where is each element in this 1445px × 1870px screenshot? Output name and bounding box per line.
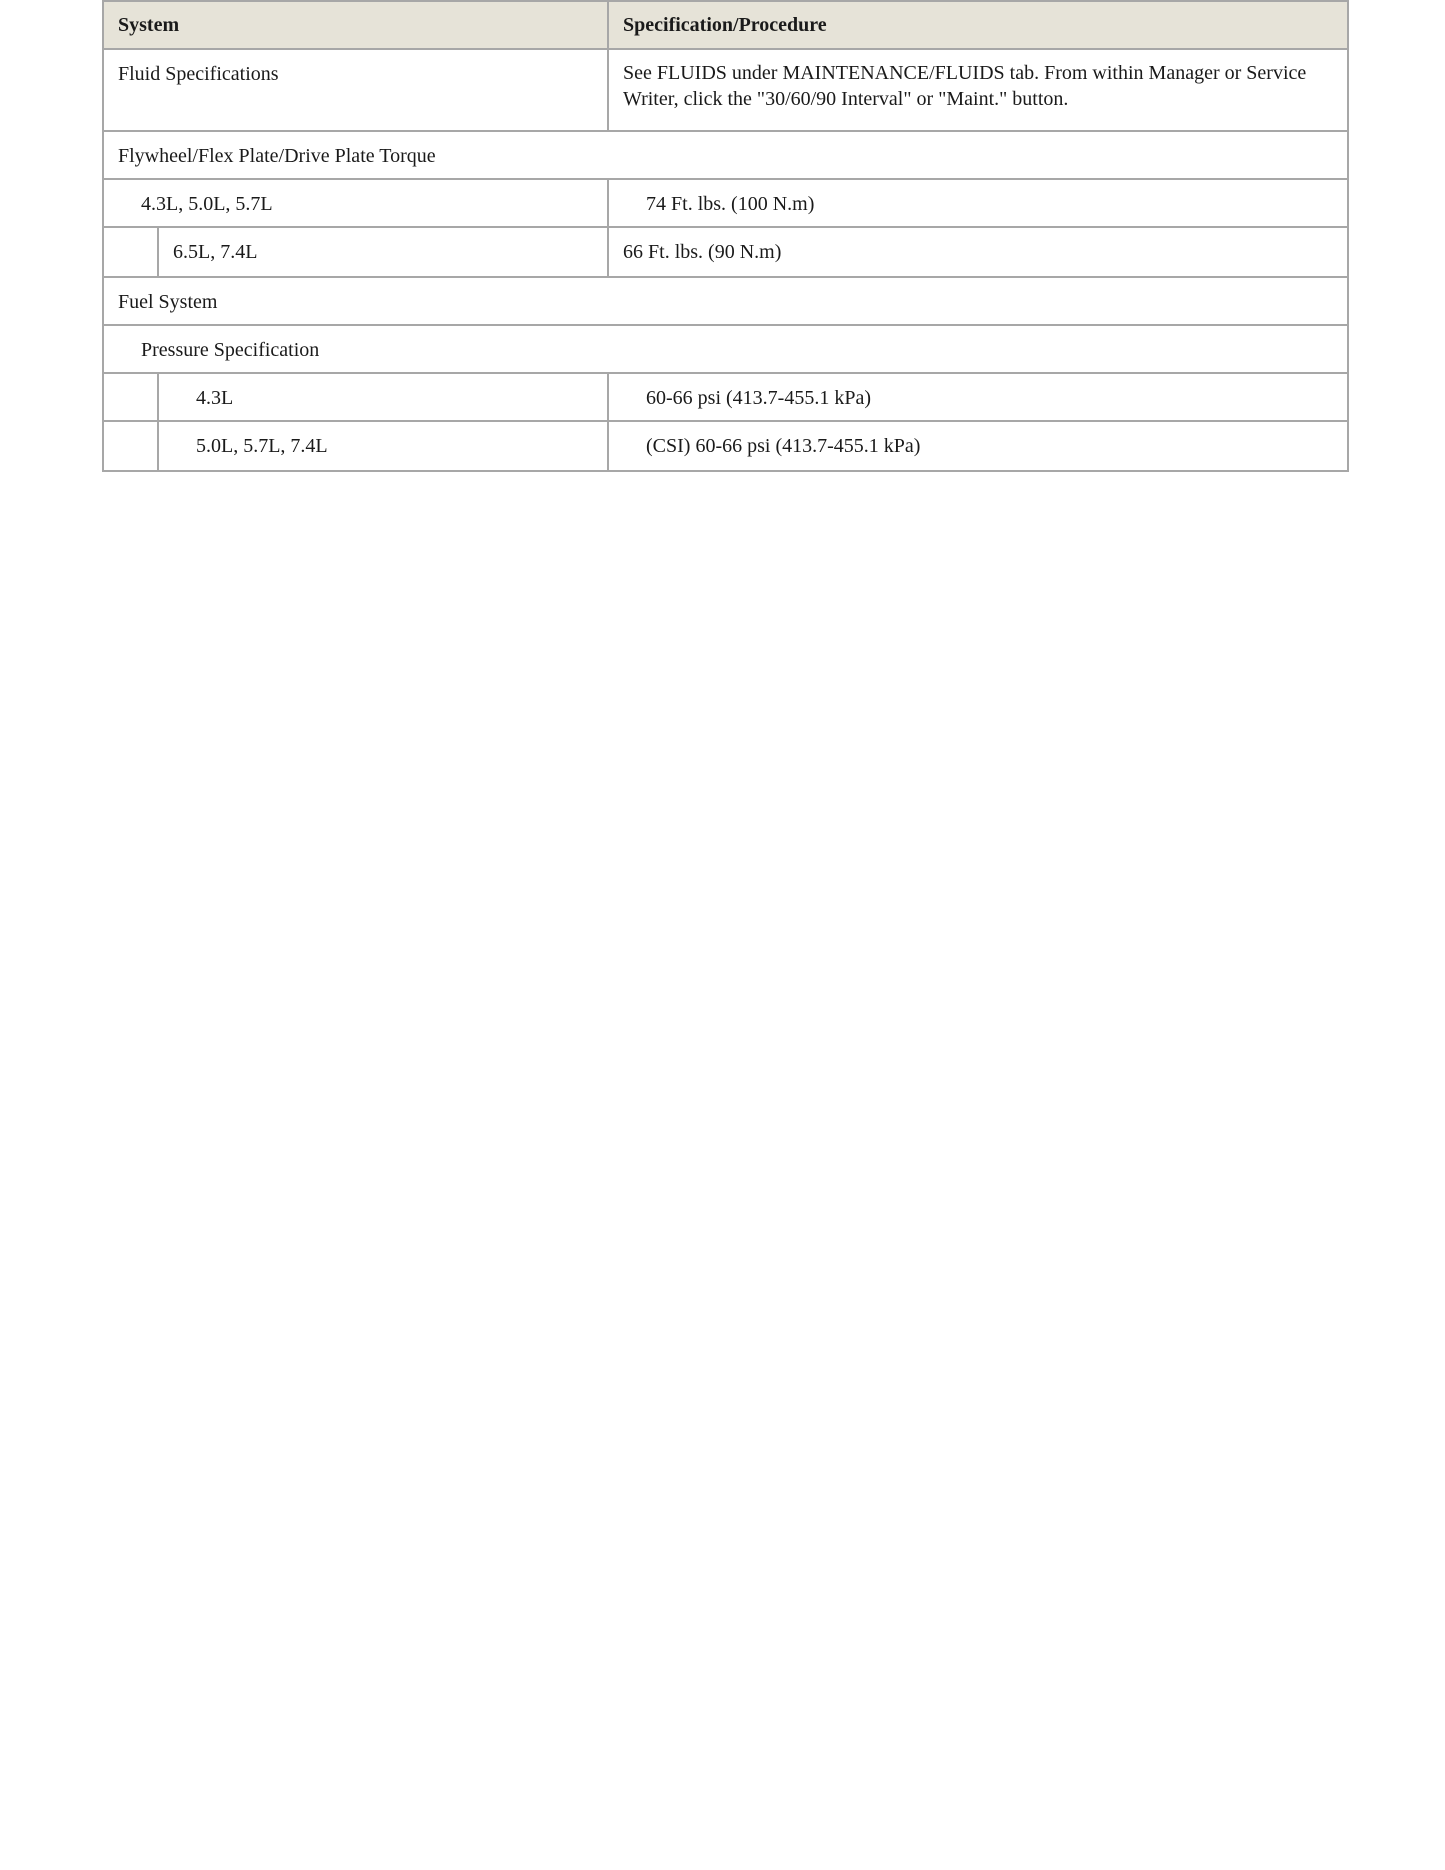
subsection-label: Pressure Specification	[141, 339, 320, 361]
spec-cell	[608, 227, 1348, 277]
table-subsection-row	[103, 325, 1348, 373]
table-section-row	[103, 277, 1348, 325]
system-label: 6.5L, 7.4L	[173, 241, 258, 263]
header-system: System	[103, 1, 608, 49]
indent-cell	[103, 421, 158, 471]
indent-cell	[103, 227, 158, 277]
specification-table	[102, 0, 1349, 472]
spec-value: 74 Ft. lbs. (100 N.m)	[646, 193, 815, 215]
subsection-cell	[103, 325, 1348, 373]
system-cell	[103, 179, 608, 227]
table-header-row	[103, 1, 1348, 49]
header-specification: Specification/Procedure	[608, 1, 1348, 49]
table-section-row	[103, 131, 1348, 179]
system-label: 4.3L	[196, 387, 234, 409]
system-label: Fluid Specifications	[118, 63, 279, 85]
table-row	[103, 421, 1348, 471]
spec-value: 60-66 psi (413.7-455.1 kPa)	[646, 387, 871, 409]
table-row	[103, 227, 1348, 277]
section-cell	[103, 277, 1348, 325]
system-cell	[103, 49, 608, 131]
system-cell	[158, 373, 608, 421]
section-label: Flywheel/Flex Plate/Drive Plate Torque	[118, 145, 436, 167]
system-label: 5.0L, 5.7L, 7.4L	[196, 435, 328, 457]
table-row	[103, 49, 1348, 131]
spec-cell	[608, 49, 1348, 131]
spec-value: 66 Ft. lbs. (90 N.m)	[623, 241, 782, 263]
indent-cell	[103, 373, 158, 421]
section-label: Fuel System	[118, 291, 218, 313]
spec-cell	[608, 373, 1348, 421]
system-label: 4.3L, 5.0L, 5.7L	[141, 193, 273, 215]
system-cell	[158, 227, 608, 277]
table-row	[103, 179, 1348, 227]
table-row	[103, 373, 1348, 421]
spec-value: (CSI) 60-66 psi (413.7-455.1 kPa)	[646, 435, 921, 457]
section-cell	[103, 131, 1348, 179]
spec-value: See FLUIDS under MAINTENANCE/FLUIDS tab. From within Manager or Service Writer, click the "30/60/90 Interval" or "Maint." button.	[623, 62, 1307, 110]
spec-cell	[608, 179, 1348, 227]
spec-cell	[608, 421, 1348, 471]
system-cell	[158, 421, 608, 471]
